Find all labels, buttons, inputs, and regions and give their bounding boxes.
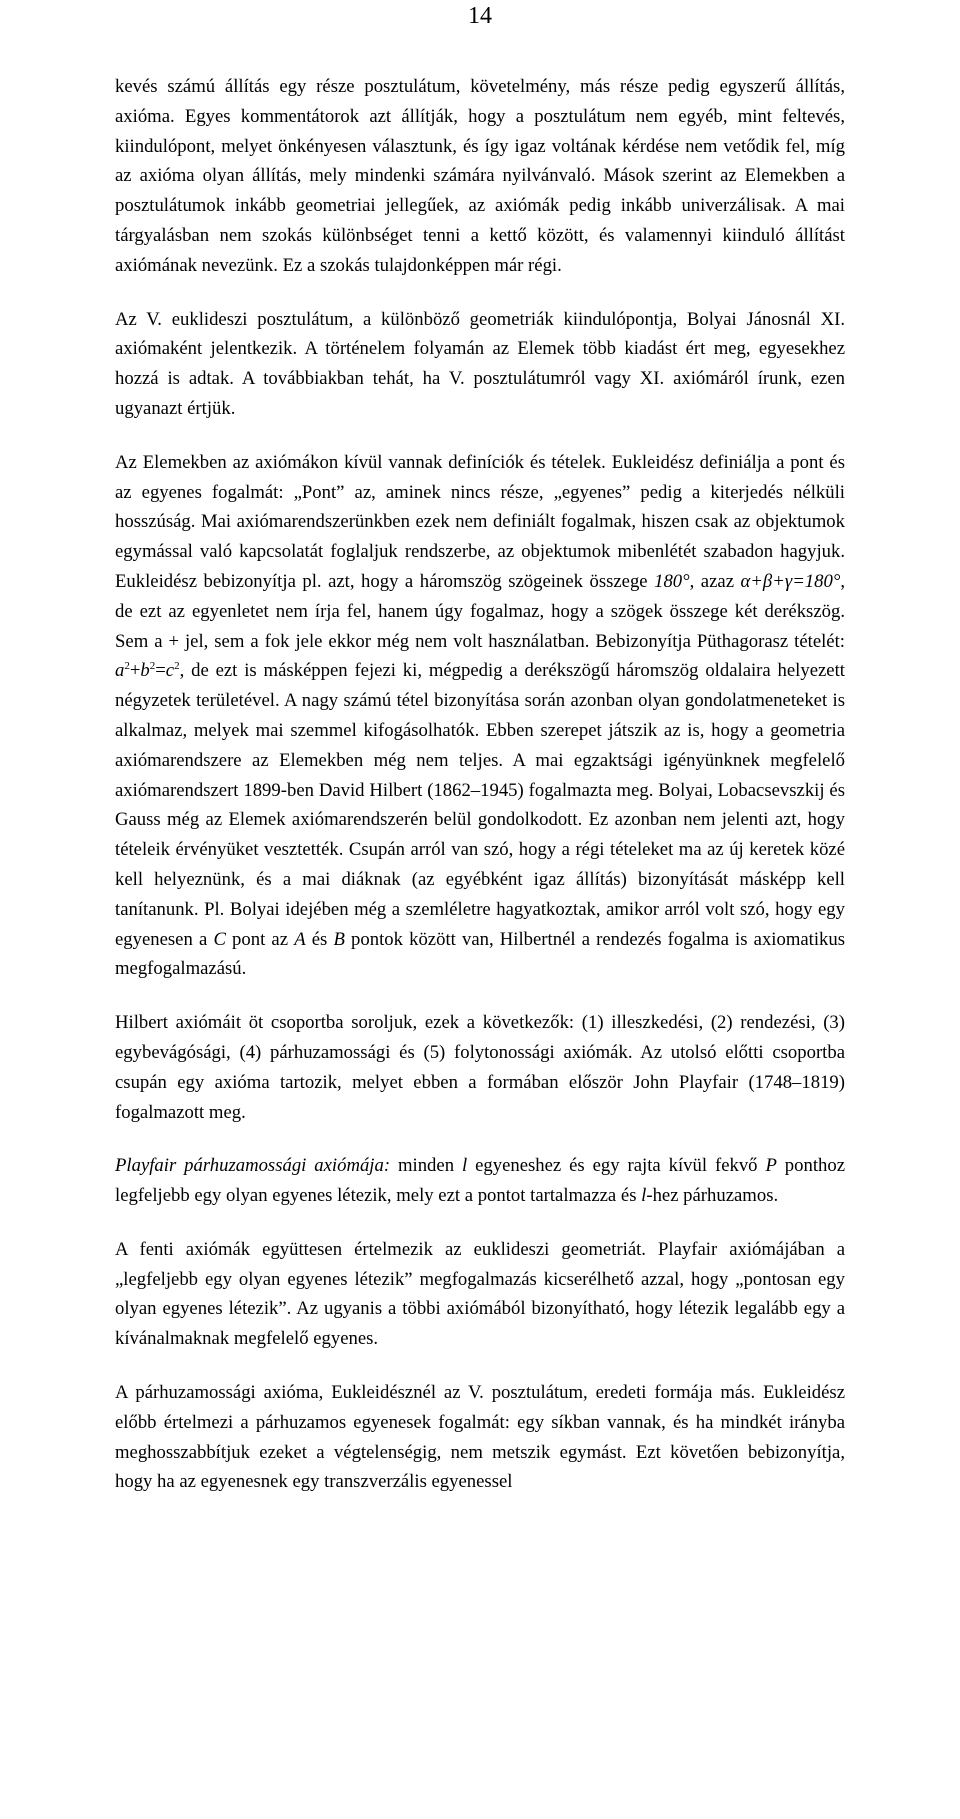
text-segment: , azaz — [689, 570, 741, 592]
paragraph-parallel-postulate: A párhuzamossági axióma, Eukleidésznél az V. posztulátum, eredeti formája más. Eukleidész előbb értelmezi a párhuzamos egyenesek fogalmát: egy síkban vannak, és ha mindkét irányba meghosszabbítjuk ezeket a végtelenségig, nem metszik egymást. Ezt követően bebizonyítja, hogy ha az egyenesnek egy transzverzális egyenessel — [115, 1382, 845, 1493]
point-b: B — [333, 928, 345, 950]
paragraph-elements-definitions — [115, 448, 845, 984]
math-equals: = — [155, 660, 166, 682]
text-segment: minden — [390, 1155, 462, 1177]
page-number: 14 — [468, 3, 492, 29]
playfair-axiom-title: Playfair párhuzamossági axiómája: — [115, 1155, 391, 1177]
paragraph-postulates-vs-axioms: kevés számú állítás egy része posztulátum, követelmény, más része pedig egyszerű állítás, axióma. Egyes kommentátorok azt állítják, hogy a posztulátum nem egyéb, mint feltevés, kiindulópont, melyet önkényesen választunk, és így igaz voltának kérdése nem vetődik fel, míg az axióma olyan állítás, mely mindenki számára nyilvánvaló. Mások szerint az Elemekben a posztulátumok inkább geometriai jellegűek, az axiómák pedig inkább univerzálisak. A mai tárgyalásban nem szokás különbséget tenni a kettő között, és valamennyi kiinduló állítást axiómának nevezünk. Ez a szokás tulajdonképpen már régi. — [115, 76, 845, 276]
math-exponent: 2 — [124, 660, 130, 673]
text-segment: -hez párhuzamos. — [646, 1185, 779, 1207]
paragraph-euclidean-geometry: A fenti axiómák együttesen értelmezik az euklideszi geometriát. Playfair axiómájában a „legfeljebb egy olyan egyenes létezik” megfogalmazás kicserélhető azzal, hogy „pontosan egy olyan egyenes létezik”. Az ugyanis a többi axiómából bizonyítható, hogy létezik legalább egy a kívánalmaknak megfelelő egyenes. — [115, 1238, 845, 1350]
text-segment: Az Elemekben az axiómákon kívül vannak definíciók és tételek. Eukleidész definiálja a pont és az egyenes fogalmát: „Pont” az, aminek nincs része, „egyenes” pedig a kiterjedés nélküli hosszúság. Mai axiómarendszerünkben ezek nem definiált fogalmak, hiszen csak az objektumok egymással való kapcsolatát foglaljuk rendszerbe, az objektumok mibenlétét szabadon hagyjuk. Eukleidész bebizonyítja pl. azt, hogy a háromszög szögeinek összege — [115, 451, 845, 592]
paragraph-hilbert-axioms: Hilbert axiómáit öt csoportba soroljuk, ezek a következők: (1) illeszkedési, (2) rendezési, (3) egybevágósági, (4) párhuzamossági és (5) folytonossági axiómák. Az utolsó előtti csoportba csupán egy axióma tartozik, melyet ebben a formában először John Playfair (1748–1819) fogalmazott meg. — [115, 1012, 845, 1123]
math-exponent: 2 — [174, 660, 180, 673]
text-segment: ponthoz legfeljebb egy olyan egyenes létezik, mely ezt a pontot tartalmazza és — [115, 1155, 846, 1207]
math-plus: + — [129, 660, 141, 682]
line-l: l — [461, 1155, 468, 1177]
text-segment: , de ezt is másképpen fejezi ki, mégpedig a derékszögű háromszög oldalaira helyezett négyzetek területével. A nagy számú tétel bizonyítása során azonban olyan gondolatmeneteket is alkalmaz, melyek mai szemmel kifogásolhatók. Ebben szerepet játszik az is, hogy a geometria axiómarendszere az Elemekben még nem teljes. A mai egzaktsági igényünknek megfelelő axiómarendszert 1899-ben David Hilbert (1862–1945) fogalmazta meg. Bolyai, Lobacsevszkij és Gauss még az Elemek axiómarendszerén belül gondolkodott. Ez azonban nem jelenti azt, hogy tételeik érvényüket vesztették. Csupán arról van szó, hogy a régi tételeket ma az új keretek közé kell helyeznünk, és a mai diáknak (az egyébként igaz állítás) bizonyítását másképp kell tanítanunk. Pl. Bolyai idejében még a szemléletre hagyatkoztak, amikor arról volt szó, hogy egy egyenesen a — [115, 660, 845, 950]
math-pythagoras-c: c — [165, 660, 175, 682]
point-a: A — [294, 928, 306, 950]
line-l: l — [641, 1185, 647, 1207]
point-p: P — [765, 1155, 777, 1177]
paragraph-fifth-postulate: Az V. euklideszi posztulátum, a különböző geometriák kiindulópontja, Bolyai Jánosnál XI. axiómaként jelentkezik. A történelem folyamán az Elemek több kiadást ért meg, egyesekhez hozzá is adtak. A továbbiakban tehát, ha V. posztulátumról vagy XI. axiómáról írunk, ezen ugyanazt értjük. — [115, 308, 845, 419]
math-pythagoras-b: b — [140, 660, 150, 682]
paragraph-playfair-axiom — [115, 1151, 845, 1211]
text-segment: pontok között van, Hilbertnél a rendezés fogalma is axiomatikus megfogalmazású. — [115, 928, 846, 980]
math-180-degrees: 180° — [654, 570, 690, 592]
math-exponent: 2 — [149, 660, 156, 673]
text-segment: , de ezt az egyenletet nem írja fel, hanem úgy fogalmaz, hogy a szögek összege két derékszög. Sem a + jel, sem a fok jele ekkor még nem volt használatban. Bebizonyítja Püthagorasz tételét: — [115, 570, 845, 652]
math-angle-sum-equation: α+β+γ=180° — [740, 570, 841, 592]
point-c: C — [213, 928, 226, 950]
body-text — [115, 72, 845, 1521]
math-pythagoras-a: a — [115, 660, 125, 682]
text-segment: egyeneshez és egy rajta kívül fekvő — [467, 1155, 766, 1177]
text-segment: pont az — [225, 928, 295, 950]
text-segment: és — [305, 928, 334, 950]
